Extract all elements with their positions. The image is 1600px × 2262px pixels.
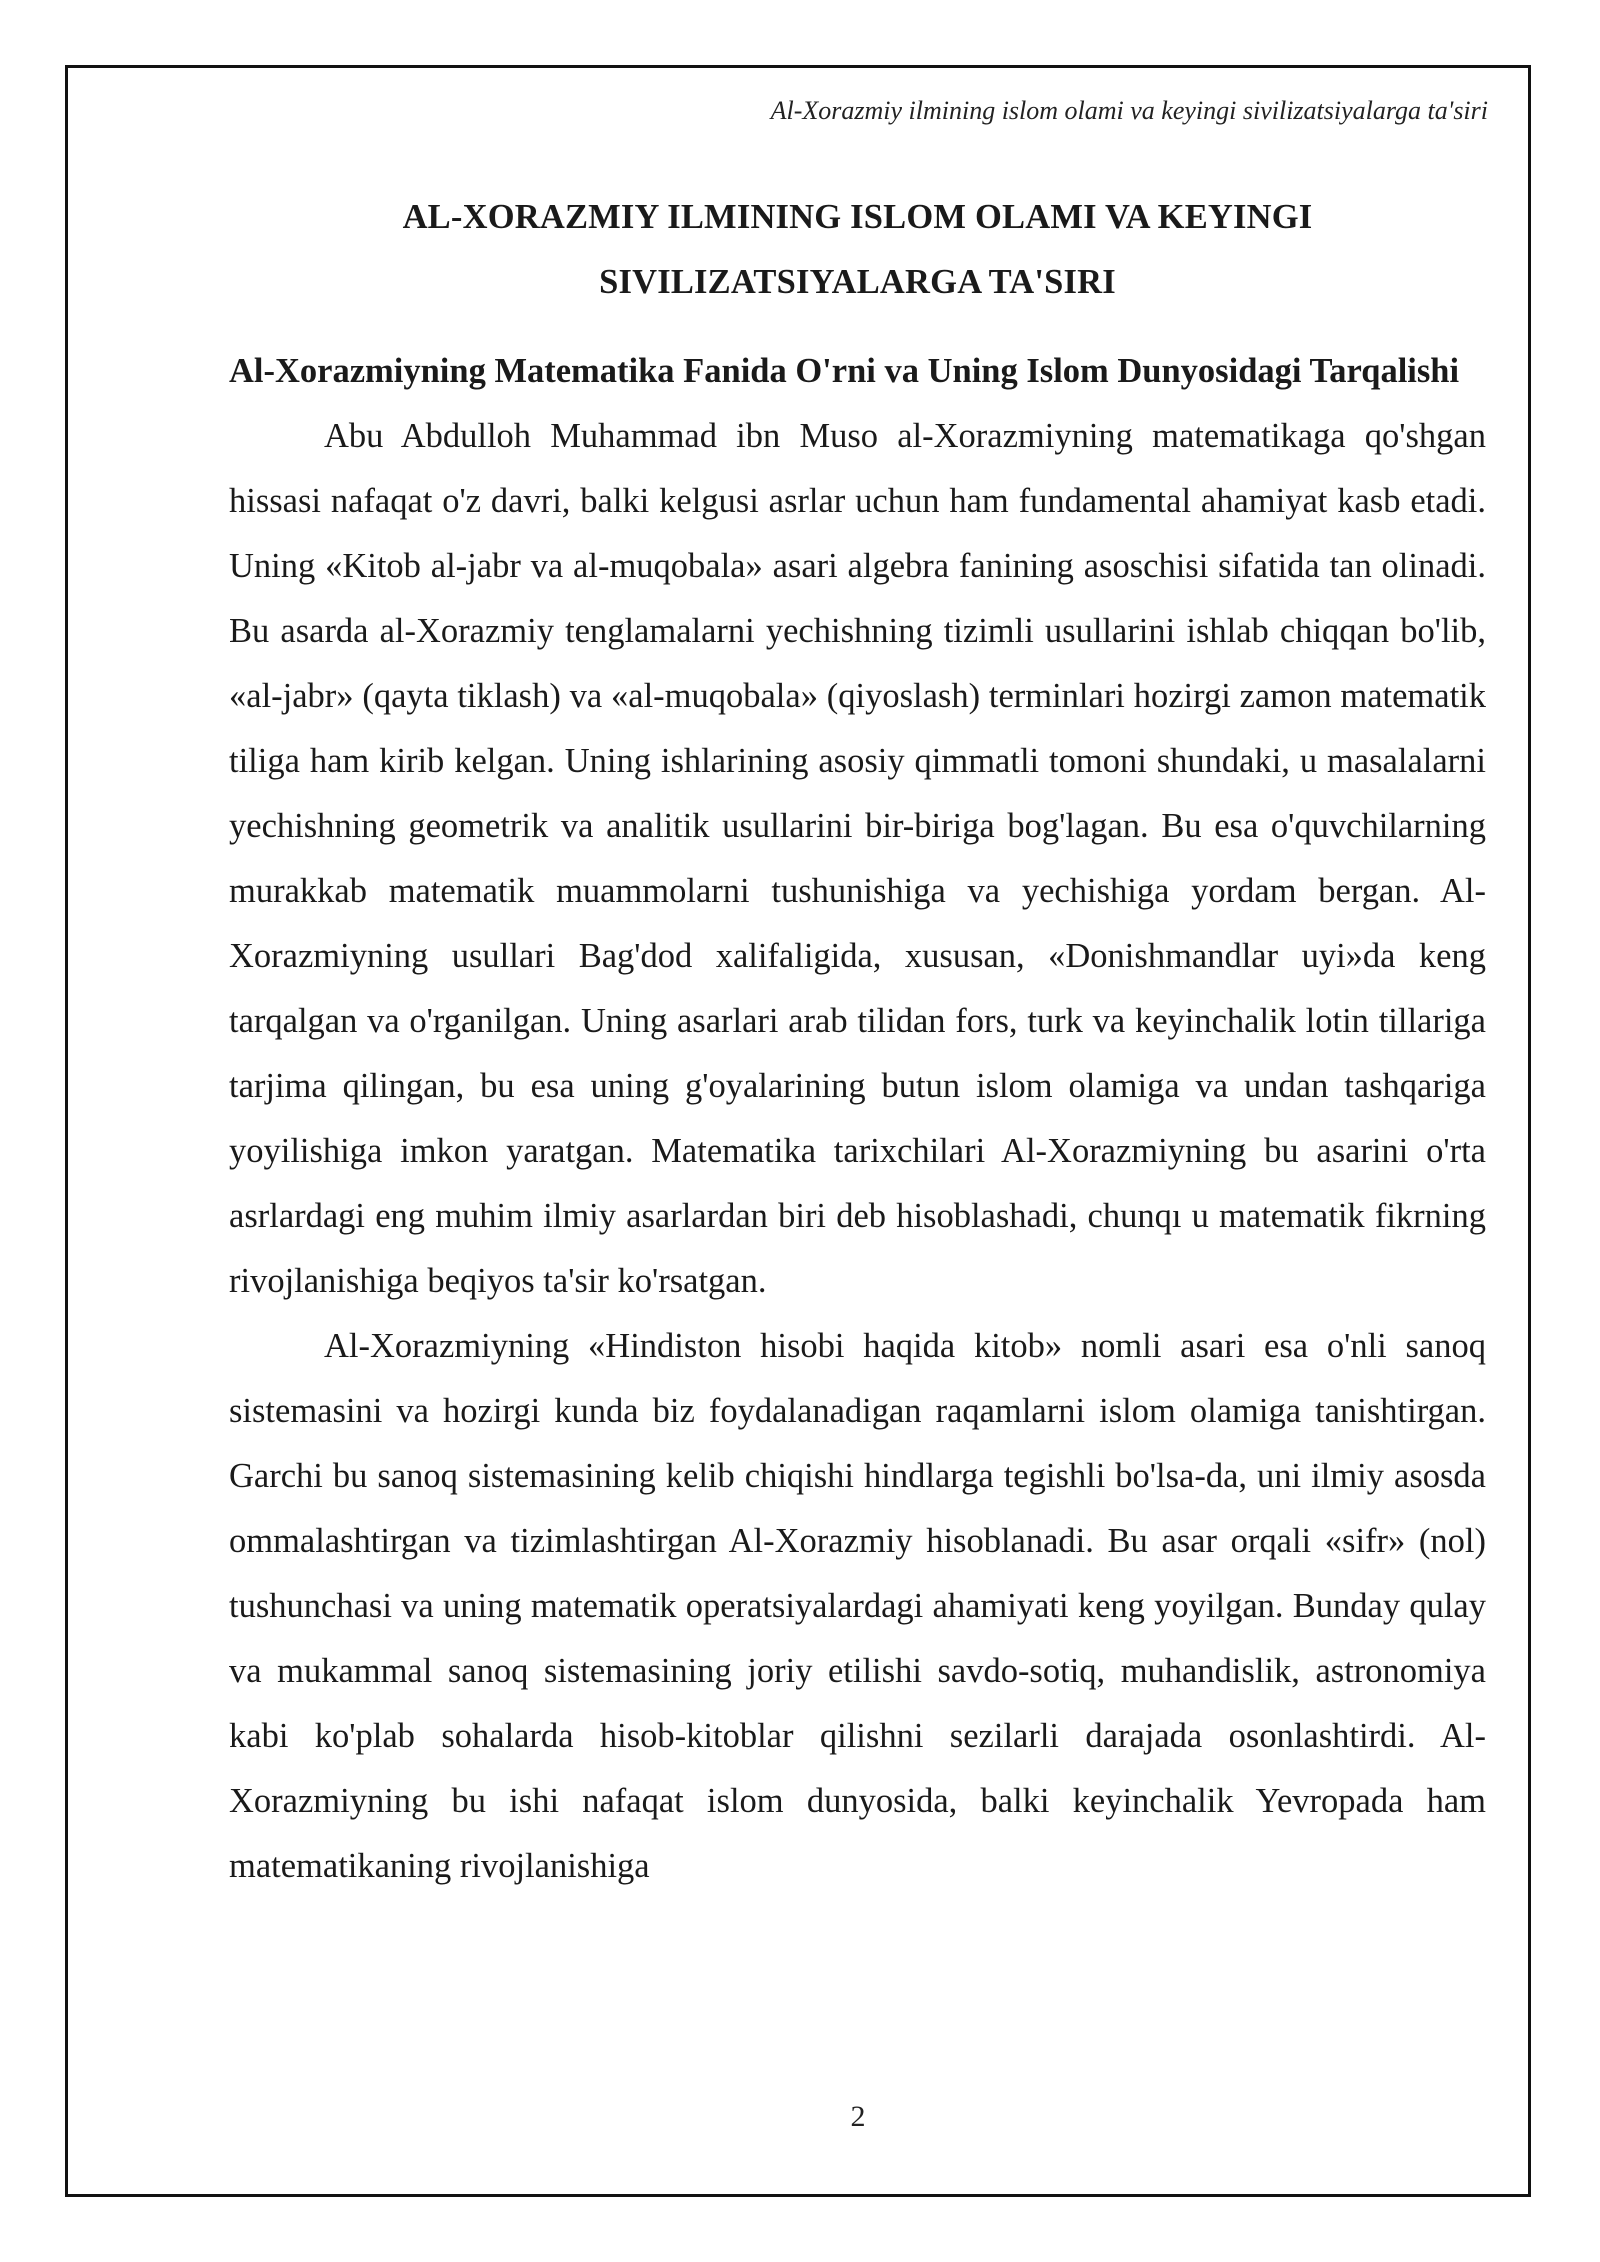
section-heading: Al-Xorazmiyning Matematika Fanida O'rni va Uning Islom Dunyosidagi Tarqalishi <box>229 352 1460 390</box>
document-title: AL-XORAZMIY ILMINING ISLOM OLAMI VA KEYINGI SIVILIZATSIYALARGA TA'SIRI <box>402 198 1313 301</box>
page-number: 2 <box>850 2100 866 2133</box>
running-header: Al-Xorazmiy ilmining islom olami va keyingi sivilizatsiyalarga ta'siri <box>770 96 1488 125</box>
body-paragraph: Al-Xorazmiyning «Hindiston hisobi haqida kitob» nomli asari esa o'nli sanoq sistemasini va hozirgi kunda biz foydalanadigan raqamlarni islom olamiga tanishtirgan. Garchi bu sanoq sistemasining kelib chiqishi hindlarga tegishli bo'lsa-da, uni ilmiy asosda ommalashtirgan va tizimlashtirgan Al-Xorazmiy hisoblanadi. Bu asar orqali «sifr» (nol) tushunchasi va uning matematik operatsiyalardagi ahamiyati keng yoyilgan. Bunday qulay va mukammal sanoq sistemasining joriy etilishi savdo-sotiq, muhandislik, astronomiya kabi ko'plab sohalarda hisob-kitoblar qilishni sezilarli darajada osonlashtirdi. Al-Xorazmiyning bu ishi nafaqat islom dunyosida, balki keyinchalik Yevropada ham matematikaning rivojlanishiga <box>229 1327 1486 1885</box>
body-paragraph: Abu Abdulloh Muhammad ibn Muso al-Xorazmiyning matematikaga qo'shgan hissasi nafaqat o'z davri, balki kelgusi asrlar uchun ham fundamental ahamiyat kasb etadi. Uning «Kitob al-jabr va al-muqobala» asari algebra fanining asoschisi sifatida tan olinadi. Bu asarda al-Xorazmiy tenglamalarni yechishning tizimli usullarini ishlab chiqqan bo'lib, «al-jabr» (qayta tiklash) va «al-muqobala» (qiyoslash) terminlari hozirgi zamon matematik tiliga ham kirib kelgan. Uning ishlarining asosiy qimmatli tomoni shundaki, u masalalarni yechishning geometrik va analitik usullarini bir-biriga bog'lagan. Bu esa o'quvchilarning murakkab matematik muammolarni tushunishiga va yechishiga yordam bergan. Al-Xorazmiyning usullari Bag'dod xalifaligida, xususan, «Donishmandlar uyi»da keng tarqalgan va o'rganilgan. Uning asarlari arab tilidan fors, turk va keyinchalik lotin tillariga tarjima qilingan, bu esa uning g'oyalarining butun islom olamiga va undan tashqariga yoyilishiga imkon yaratgan. Matematika tarixchilari Al-Xorazmiyning bu asarini o'rta asrlardagi eng muhim ilmiy asarlardan biri deb hisoblashadi, chunqı u matematik fikrning rivojlanishiga beqiyos ta'sir ko'rsatgan. <box>229 417 1486 1300</box>
page-content <box>229 185 1486 1899</box>
